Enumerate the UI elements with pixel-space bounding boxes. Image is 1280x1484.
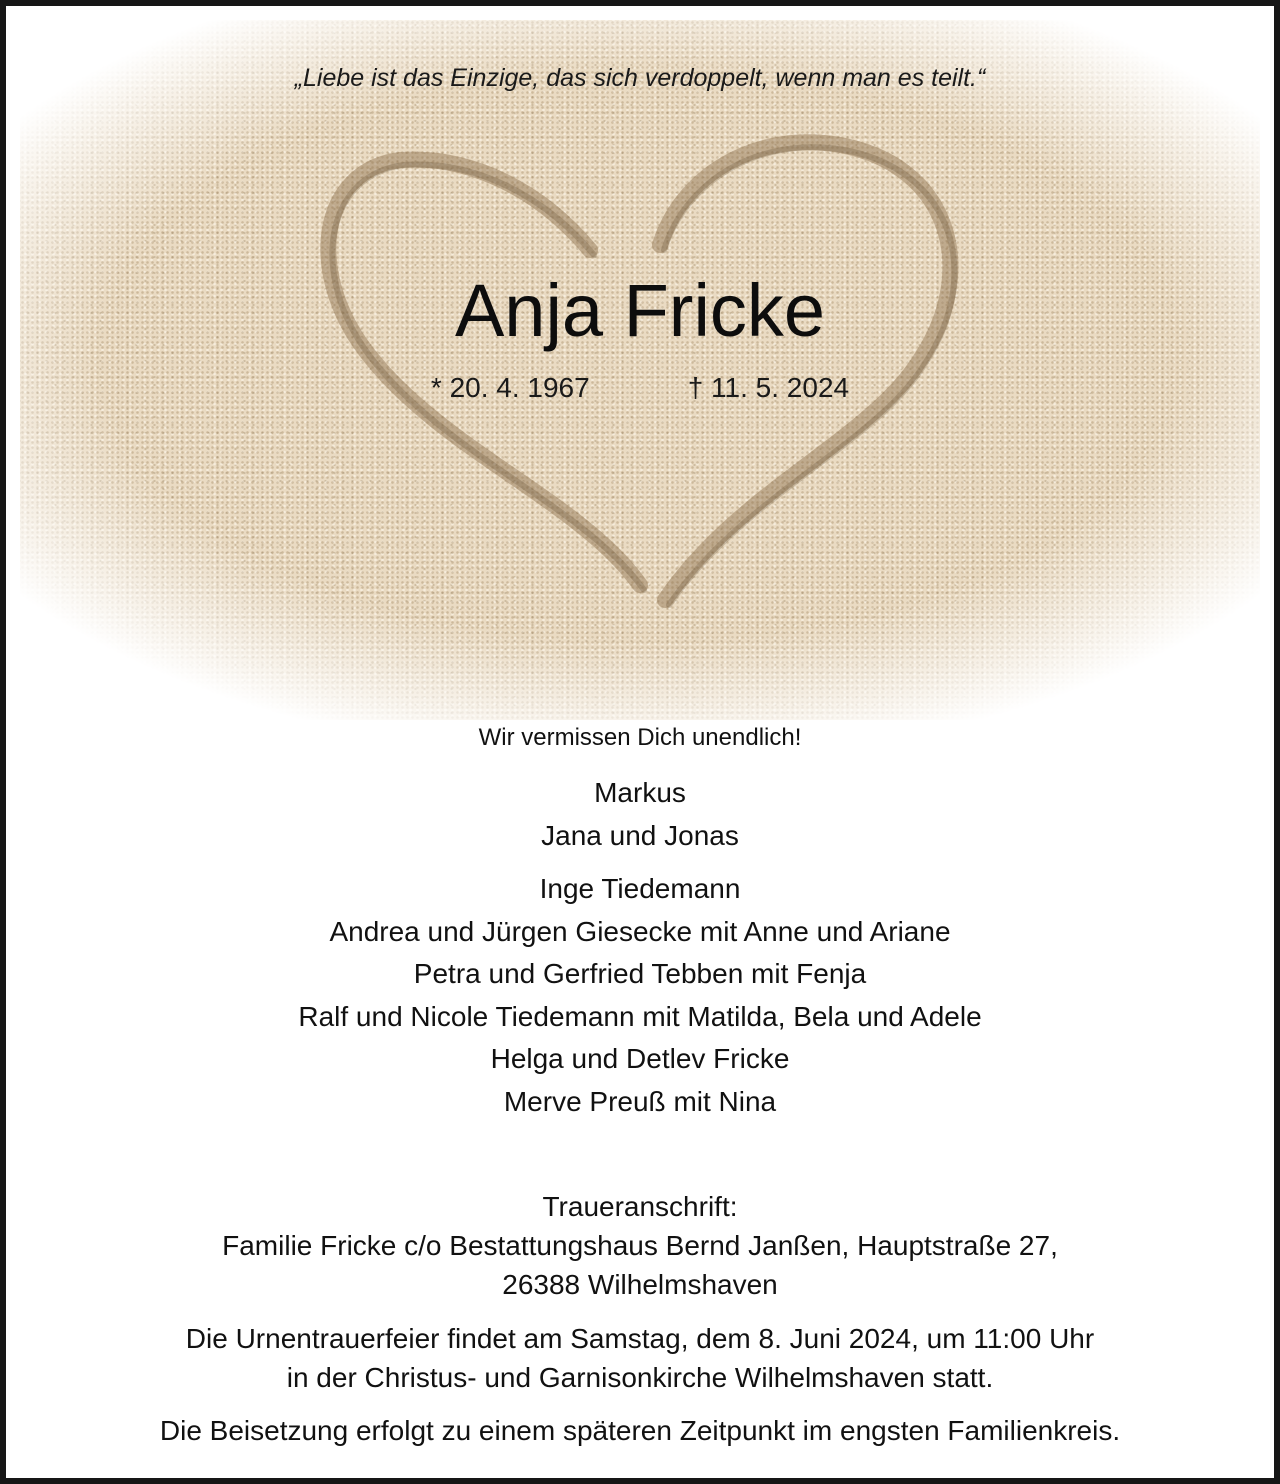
mourning-address (6, 1187, 1274, 1304)
mourners-section (6, 720, 1274, 1450)
address-label: Traueranschrift: (542, 1191, 738, 1222)
mourner-line: Jana und Jonas (541, 819, 739, 851)
address-line: Familie Fricke c/o Bestattungshaus Bernd Janßen, Hauptstraße 27, (222, 1230, 1058, 1261)
quote-text: „Liebe ist das Einzige, das sich verdoppelt, wenn man es teilt.“ (294, 64, 986, 92)
death-date: † 11. 5. 2024 (687, 372, 850, 403)
mourner-line: Andrea und Jürgen Giesecke mit Anne und Ariane (329, 915, 951, 947)
close-family-group (6, 772, 1274, 857)
motto-text: Wir vermissen Dich unendlich! (478, 724, 802, 751)
ceremony-info (6, 1319, 1274, 1397)
mourner-line: Helga und Detlev Fricke (490, 1043, 790, 1074)
burial-info: Die Beisetzung erfolgt zu einem späteren Zeitpunkt im engsten Familienkreis. (159, 1415, 1121, 1446)
heart-in-sand-icon (20, 20, 1260, 720)
ceremony-line: Die Urnentrauerfeier findet am Samstag, dem 8. Juni 2024, um 11:00 Uhr (185, 1323, 1095, 1354)
deceased-name: Anja Fricke (454, 269, 826, 352)
mourner-line: Markus (594, 777, 686, 808)
ceremony-line: in der Christus- und Garnisonkirche Wilhelmshaven statt. (286, 1362, 994, 1393)
birth-date: * 20. 4. 1967 (430, 372, 590, 403)
extended-family-group (6, 868, 1274, 1123)
mourner-line: Ralf und Nicole Tiedemann mit Matilda, Bela und Adele (298, 1000, 982, 1032)
mourner-line: Inge Tiedemann (539, 873, 741, 904)
mourner-line: Petra und Gerfried Tebben mit Fenja (413, 958, 867, 989)
life-dates (6, 372, 1274, 404)
address-line: 26388 Wilhelmshaven (502, 1269, 778, 1300)
mourner-line: Merve Preuß mit Nina (503, 1085, 777, 1117)
